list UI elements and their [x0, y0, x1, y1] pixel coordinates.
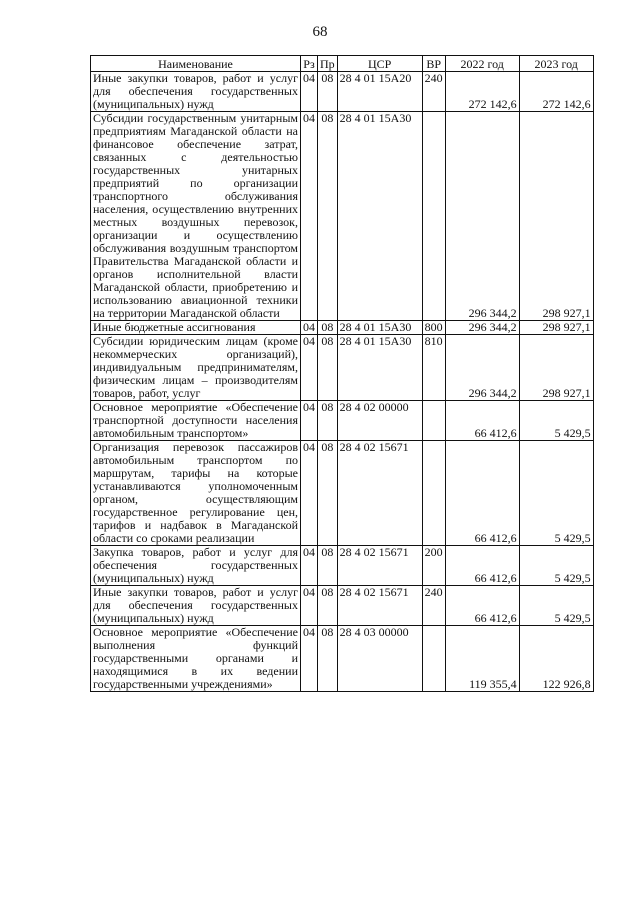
row-amount-2023: 272 142,6 — [519, 72, 593, 112]
row-rz: 04 — [301, 626, 318, 692]
row-csr: 28 4 01 15А30 — [337, 335, 422, 401]
table-row — [91, 335, 594, 401]
row-rz: 04 — [301, 546, 318, 586]
row-csr: 28 4 01 15А30 — [337, 112, 422, 321]
row-csr: 28 4 03 00000 — [337, 626, 422, 692]
row-amount-2022: 119 355,4 — [445, 626, 519, 692]
budget-table — [90, 55, 594, 692]
row-csr: 28 4 02 00000 — [337, 401, 422, 441]
row-pr: 08 — [318, 546, 338, 586]
page-number: 68 — [312, 24, 328, 40]
row-name: Субсидии государственным унитарным предприятиям Магаданской области на финансовое обеспечение затрат, связанных с деятельностью государственных унитарных предприятий по организации транспортного обслуживания населения, осуществлению внутренних местных воздушных перевозок, организации и осуществлению обслуживания воздушным транспортом Правительства Магаданской области и органов исполнительной власти Магаданской области, приобретению и использованию авиационной техники на территории Магаданской области — [91, 112, 301, 321]
row-pr: 08 — [318, 335, 338, 401]
row-rz: 04 — [301, 401, 318, 441]
row-pr: 08 — [318, 441, 338, 546]
row-amount-2023: 298 927,1 — [519, 321, 593, 335]
table-row — [91, 321, 594, 335]
row-csr: 28 4 01 15А30 — [337, 321, 422, 335]
row-pr: 08 — [318, 72, 338, 112]
row-vr — [422, 401, 445, 441]
row-amount-2023: 122 926,8 — [519, 626, 593, 692]
row-name: Иные бюджетные ассигнования — [91, 321, 301, 335]
table-row — [91, 586, 594, 626]
table-row — [91, 112, 594, 321]
row-csr: 28 4 01 15А20 — [337, 72, 422, 112]
row-pr: 08 — [318, 112, 338, 321]
table-row — [91, 546, 594, 586]
row-name: Основное мероприятие «Обеспечение выполнения функций государственными органами и находящимися в их ведении государственными учреждениями» — [91, 626, 301, 692]
table-row — [91, 626, 594, 692]
row-name: Иные закупки товаров, работ и услуг для обеспечения государственных (муниципальных) нужд — [91, 72, 301, 112]
row-vr — [422, 112, 445, 321]
table-row — [91, 72, 594, 112]
row-name: Иные закупки товаров, работ и услуг для обеспечения государственных (муниципальных) нужд — [91, 586, 301, 626]
row-amount-2022: 66 412,6 — [445, 401, 519, 441]
row-amount-2022: 296 344,2 — [445, 112, 519, 321]
row-amount-2022: 272 142,6 — [445, 72, 519, 112]
header-2022: 2022 год — [445, 56, 519, 72]
header-rz: Рз — [301, 56, 318, 72]
row-amount-2022: 66 412,6 — [445, 441, 519, 546]
row-csr: 28 4 02 15671 — [337, 586, 422, 626]
row-amount-2023: 5 429,5 — [519, 401, 593, 441]
row-amount-2022: 296 344,2 — [445, 335, 519, 401]
row-amount-2023: 298 927,1 — [519, 112, 593, 321]
row-amount-2022: 66 412,6 — [445, 586, 519, 626]
header-csr: ЦСР — [337, 56, 422, 72]
row-rz: 04 — [301, 112, 318, 321]
row-pr: 08 — [318, 586, 338, 626]
row-vr: 200 — [422, 546, 445, 586]
row-rz: 04 — [301, 321, 318, 335]
header-vr: ВР — [422, 56, 445, 72]
row-rz: 04 — [301, 441, 318, 546]
row-amount-2023: 5 429,5 — [519, 546, 593, 586]
row-csr: 28 4 02 15671 — [337, 441, 422, 546]
row-amount-2023: 5 429,5 — [519, 441, 593, 546]
row-vr: 810 — [422, 335, 445, 401]
row-pr: 08 — [318, 321, 338, 335]
row-name: Закупка товаров, работ и услуг для обеспечения государственных (муниципальных) нужд — [91, 546, 301, 586]
row-vr — [422, 441, 445, 546]
row-vr: 240 — [422, 72, 445, 112]
row-amount-2022: 296 344,2 — [445, 321, 519, 335]
row-amount-2022: 66 412,6 — [445, 546, 519, 586]
row-vr: 800 — [422, 321, 445, 335]
row-vr: 240 — [422, 586, 445, 626]
row-vr — [422, 626, 445, 692]
table-row — [91, 441, 594, 546]
row-name: Субсидии юридическим лицам (кроме некоммерческих организаций), индивидуальным предпринимателям, физическим лицам – производителям товаров, работ, услуг — [91, 335, 301, 401]
table-row — [91, 401, 594, 441]
row-rz: 04 — [301, 335, 318, 401]
row-amount-2023: 298 927,1 — [519, 335, 593, 401]
row-pr: 08 — [318, 401, 338, 441]
row-name: Организация перевозок пассажиров автомобильным транспортом по маршрутам, тарифы на которые устанавливаются уполномоченным органом, осуществляющим государственное регулирование цен, тарифов и надбавок в Магаданской области со сроками реализации — [91, 441, 301, 546]
header-pr: Пр — [318, 56, 338, 72]
header-row — [91, 56, 594, 72]
row-rz: 04 — [301, 586, 318, 626]
header-2023: 2023 год — [519, 56, 593, 72]
header-name: Наименование — [91, 56, 301, 72]
row-csr: 28 4 02 15671 — [337, 546, 422, 586]
row-amount-2023: 5 429,5 — [519, 586, 593, 626]
row-rz: 04 — [301, 72, 318, 112]
row-name: Основное мероприятие «Обеспечение транспортной доступности населения автомобильным транспортом» — [91, 401, 301, 441]
row-pr: 08 — [318, 626, 338, 692]
